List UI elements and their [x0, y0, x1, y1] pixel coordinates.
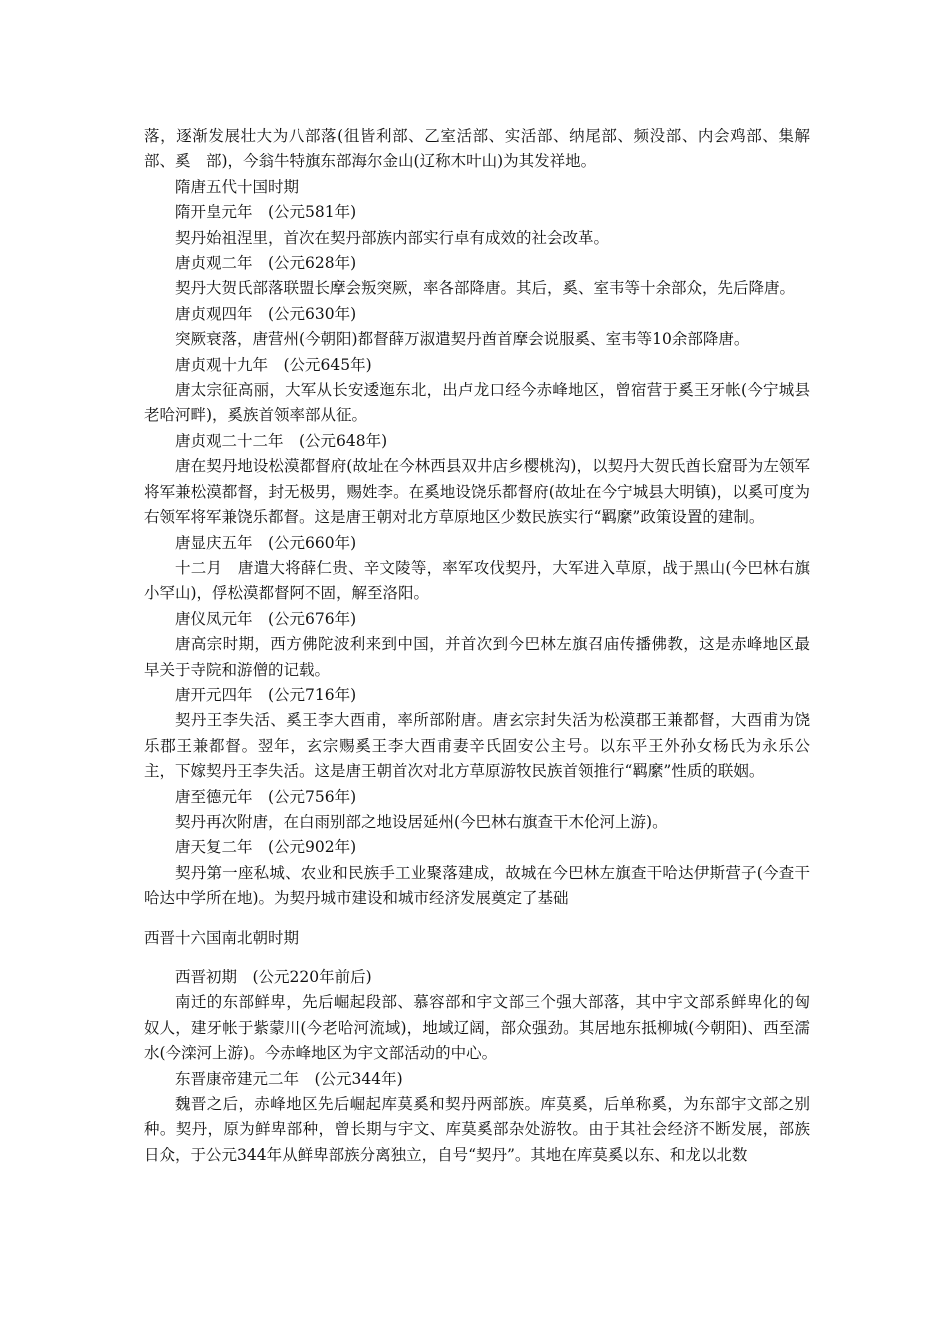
- entry-heading: 西晋初期 (公元220年前后): [175, 968, 372, 986]
- body-paragraph: 十二月 唐遣大将薛仁贵、辛文陵等，率军攻伐契丹，大军进入草原，战于黑山(今巴林右旗小罕山)，俘松漠都督阿不固，解至洛阳。: [144, 558, 810, 603]
- entry-heading: 唐显庆五年 (公元660年): [175, 533, 357, 552]
- body-paragraph: 契丹第一座私城、农业和民族手工业聚落建成，故城在今巴林左旗查干哈达伊斯营子(今查干哈达中学所在地)。为契丹城市建设和城市经济发展奠定了基础: [144, 863, 810, 908]
- section-title: 西晋十六国南北朝时期: [144, 928, 300, 947]
- entry-heading: 东晋康帝建元二年 (公元344年): [175, 1069, 403, 1088]
- entry-heading: 唐贞观二年 (公元628年): [175, 254, 357, 273]
- entry-heading: 唐开元四年 (公元716年): [175, 685, 357, 704]
- body-paragraph: 突厥衰落，唐营州(今朝阳)都督薛万淑遣契丹酋首摩会说服奚、室韦等10余部降唐。: [175, 330, 750, 349]
- entry-heading: 唐至德元年 (公元756年): [175, 787, 357, 806]
- body-paragraph: 魏晋之后，赤峰地区先后崛起库莫奚和契丹两部族。库莫奚，后单称奚，为东部宇文部之别种。契丹，原为鲜卑部种，曾长期与宇文、库莫奚部杂处游牧。由于其社会经济不断发展，部族日众，于公元344年从鲜卑部族分离独立，自号“契丹”。其地在库莫奚以东、和龙以北数: [144, 1095, 810, 1164]
- body-paragraph: 唐高宗时期，西方佛陀波利来到中国，并首次到今巴林左旗召庙传播佛教，这是赤峰地区最早关于寺院和游僧的记载。: [144, 635, 810, 679]
- body-paragraph: 契丹王李失活、奚王李大酉甫，率所部附唐。唐玄宗封失活为松漠郡王兼都督，大酉甫为饶乐郡王兼都督。翌年，玄宗赐奚王李大酉甫妻辛氏固安公主号。以东平王外孙女杨氏为永乐公主，下嫁契丹王李失活。这是唐王朝首次对北方草原游牧民族首领推行“羁縻”性质的联姻。: [144, 711, 810, 781]
- entry-heading: 唐天复二年 (公元902年): [175, 838, 357, 857]
- body-paragraph: 契丹始祖涅里，首次在契丹部族内部实行卓有成效的社会改革。: [175, 228, 610, 247]
- entry-heading: 唐仪凤元年 (公元676年): [175, 609, 357, 628]
- body-paragraph: 落，逐渐发展壮大为八部落(徂皆利部、乙室活部、实活部、纳尾部、频没部、内会鸡部、集解部、奚 部)，今翁牛特旗东部海尔金山(辽称木叶山)为其发祥地。: [144, 127, 810, 171]
- entry-heading: 隋唐五代十国时期: [175, 177, 300, 196]
- entry-heading: 唐贞观四年 (公元630年): [175, 304, 357, 323]
- body-paragraph: 唐太宗征高丽，大军从长安逶迤东北，出卢龙口经今赤峰地区，曾宿营于奚王牙帐(今宁城县老哈河畔)，奚族首领率部从征。: [144, 381, 810, 425]
- body-paragraph: 南迁的东部鲜卑，先后崛起段部、慕容部和宇文部三个强大部落，其中宇文部系鲜卑化的匈奴人，建牙帐于紫蒙川(今老哈河流域)，地域辽阔，部众强劲。其居地东抵柳城(今朝阳)、西至濡水(今滦河上游)。今赤峰地区为宇文部活动的中心。: [144, 993, 810, 1063]
- document-page: [144, 124, 810, 1168]
- entry-heading: 隋开皇元年 (公元581年): [175, 203, 357, 222]
- entry-heading: 唐贞观十九年 (公元645年): [175, 355, 372, 374]
- body-paragraph: 契丹大贺氏部落联盟长摩会叛突厥，率各部降唐。其后，奚、室韦等十余部众，先后降唐。: [175, 279, 796, 298]
- body-paragraph: 契丹再次附唐，在白雨别部之地设居延州(今巴林右旗查干木伦河上游)。: [175, 812, 668, 831]
- entry-heading: 唐贞观二十二年 (公元648年): [175, 431, 388, 450]
- body-paragraph: 唐在契丹地设松漠都督府(故址在今林西县双井店乡樱桃沟)，以契丹大贺氏酋长窟哥为左领军将军兼松漠都督，封无极男，赐姓李。在奚地设饶乐都督府(故址在今宁城县大明镇)，以奚可度为右领军将军兼饶乐都督。这是唐王朝对北方草原地区少数民族实行“羁縻”政策设置的建制。: [144, 457, 810, 527]
